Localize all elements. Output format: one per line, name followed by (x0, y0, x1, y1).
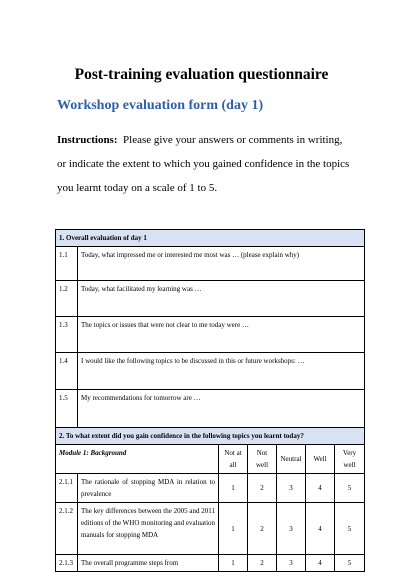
scale-label-not-well: Not well (248, 445, 277, 474)
scale-header-row (56, 445, 365, 474)
instructions-line-2: or indicate the extent to which you gained confidence in the topics (57, 158, 350, 170)
question-number: 1.2 (56, 281, 78, 317)
score-option[interactable]: 1 (219, 555, 248, 572)
score-option[interactable]: 3 (277, 474, 306, 503)
topic-number: 2.1.2 (56, 503, 78, 555)
questionnaire-table (55, 229, 365, 572)
scale-label-well: Well (306, 445, 335, 474)
module-title: Module 1: Background (56, 445, 219, 474)
question-number: 1.1 (56, 247, 78, 281)
scale-label-not-at-all: Not at all (219, 445, 248, 474)
topic-text: The rationale of stopping MDA in relation to prevalence (78, 474, 219, 503)
document-title: Post-training evaluation questionnaire (74, 66, 329, 83)
instructions-line-3: you learnt today on a scale of 1 to 5. (57, 182, 218, 194)
question-number: 1.3 (56, 317, 78, 353)
question-text[interactable]: The topics or issues that were not clear to me today were … (78, 317, 365, 353)
section-1-header-row (56, 230, 365, 247)
score-option[interactable]: 2 (248, 555, 277, 572)
table-row (56, 555, 365, 572)
section-1-header: 1. Overall evaluation of day 1 (56, 230, 365, 247)
form-subtitle: Workshop evaluation form (day 1) (57, 98, 264, 113)
score-option[interactable]: 5 (335, 503, 365, 555)
section-2-header-row (56, 428, 365, 445)
topic-text: The key differences between the 2005 and 2011 editions of the WHO monitoring and evaluation manuals for stopping MDA (78, 503, 219, 555)
score-option[interactable]: 5 (335, 474, 365, 503)
score-option[interactable]: 5 (335, 555, 365, 572)
question-text[interactable]: My recommendations for tomorrow are … (78, 390, 365, 428)
score-option[interactable]: 4 (306, 503, 335, 555)
table-row (56, 247, 365, 281)
score-option[interactable]: 4 (306, 555, 335, 572)
score-option[interactable]: 4 (306, 474, 335, 503)
instructions-label: Instructions: (57, 134, 118, 146)
instructions-text-1: Please give your answers or comments in writing, (123, 134, 343, 146)
topic-number: 2.1.1 (56, 474, 78, 503)
question-text[interactable]: Today, what impressed me or interested me most was … (please explain why) (78, 247, 365, 281)
section-2-header: 2. To what extent did you gain confidence in the following topics you learnt today? (56, 428, 365, 445)
score-option[interactable]: 2 (248, 474, 277, 503)
question-text[interactable]: Today, what facilitated my learning was … (78, 281, 365, 317)
instructions-line-1 (57, 128, 357, 152)
topic-number: 2.1.3 (56, 555, 78, 572)
table-row (56, 390, 365, 428)
topic-text: The overall programme steps from (78, 555, 219, 572)
score-option[interactable]: 1 (219, 474, 248, 503)
scale-label-very-well: Very well (335, 445, 365, 474)
question-number: 1.5 (56, 390, 78, 428)
question-text[interactable]: I would like the following topics to be discussed in this or future workshops: … (78, 353, 365, 390)
table-row (56, 353, 365, 390)
score-option[interactable]: 1 (219, 503, 248, 555)
score-option[interactable]: 3 (277, 555, 306, 572)
question-number: 1.4 (56, 353, 78, 390)
table-row (56, 317, 365, 353)
table-row (56, 281, 365, 317)
table-row (56, 503, 365, 555)
score-option[interactable]: 3 (277, 503, 306, 555)
scale-label-neutral: Neutral (277, 445, 306, 474)
table-row (56, 474, 365, 503)
score-option[interactable]: 2 (248, 503, 277, 555)
